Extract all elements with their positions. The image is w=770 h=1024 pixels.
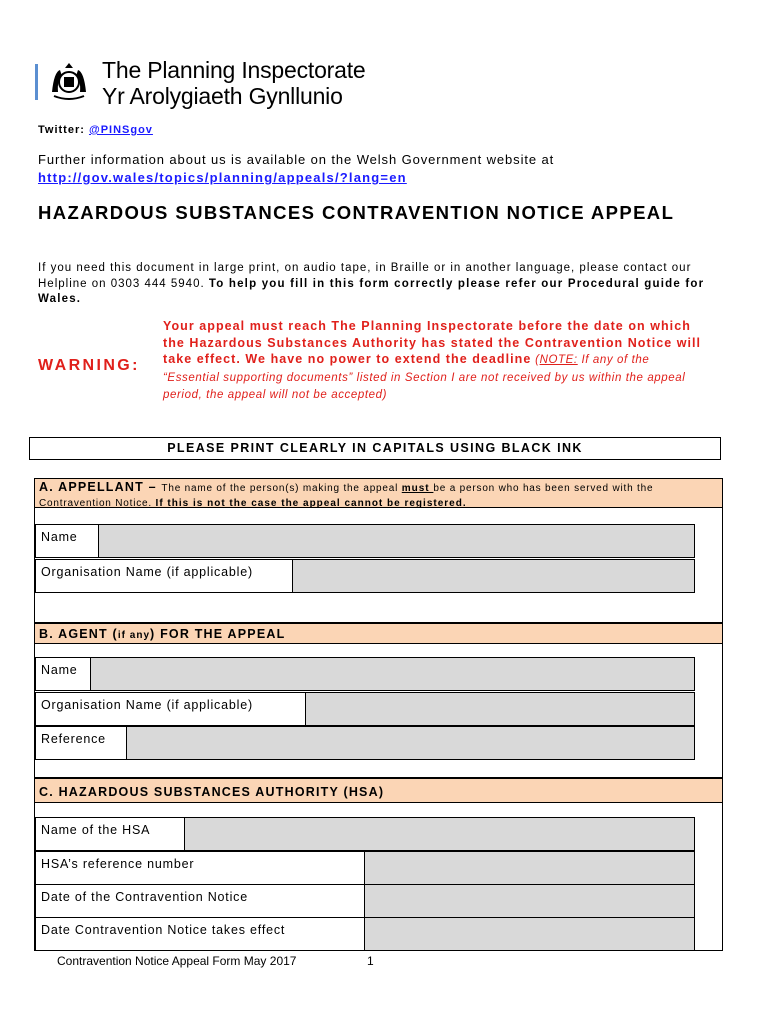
agent-org-row [35, 692, 695, 726]
must-emphasis: must [401, 483, 434, 494]
warning-main: Your appeal must reach The Planning Inspectorate before the date on which the Hazardous Substances Authority has stated the Contravention Notice will take effect. We have no power to extend the deadline [163, 319, 702, 366]
warning-note-text: If any of the “Essential supporting documents” listed in Section I are not received by us within the appeal period, the appeal will not be accepted) [163, 354, 686, 401]
hsa-reference-label: HSA’s reference number [41, 857, 195, 871]
section-b-title-start: B. AGENT ( [39, 627, 118, 641]
welsh-government-link[interactable]: http://gov.wales/topics/planning/appeals/?lang=en [38, 170, 407, 185]
hsa-reference-row [35, 851, 695, 885]
warning-label: WARNING: [38, 357, 140, 374]
twitter-line [38, 124, 153, 136]
agent-reference-input[interactable] [126, 726, 695, 760]
warning-text [163, 318, 703, 404]
agent-reference-row [35, 726, 695, 760]
website-link-line [38, 170, 407, 185]
further-info-text: Further information about us is available on the Welsh Government website at [38, 152, 555, 167]
agent-name-label: Name [41, 663, 78, 677]
intro-text [38, 261, 728, 308]
intro-plain: If you need this document in large print, on audio tape, in Braille or in another language, please contact our Helpline on 0303 444 5940. [38, 262, 692, 290]
page-number: 1 [367, 954, 374, 968]
appellant-org-input[interactable] [292, 559, 695, 593]
agent-org-input[interactable] [305, 692, 695, 726]
agent-name-input[interactable] [90, 657, 695, 691]
section-a-header: A. APPELLANT – The name of the person(s) making the appeal must be a person who has been served with the Contravention Notice. If this is not the case the appeal cannot be registered. [35, 479, 722, 508]
registration-warning: If this is not the case the appeal cannot be registered. [155, 498, 467, 509]
hsa-reference-input[interactable] [364, 851, 695, 885]
print-instructions: PLEASE PRINT CLEARLY IN CAPITALS USING BLACK INK [29, 437, 721, 460]
warning-note-label: NOTE: [539, 354, 578, 366]
hsa-name-row [35, 817, 695, 851]
agent-name-row [35, 657, 695, 691]
notice-date-row [35, 884, 695, 918]
appellant-name-label: Name [41, 530, 78, 544]
footer-form-name: Contravention Notice Appeal Form May 2017 [57, 954, 297, 968]
twitter-label: Twitter: [38, 124, 89, 136]
agent-org-label: Organisation Name (if applicable) [41, 698, 253, 712]
hsa-name-input[interactable] [184, 817, 695, 851]
effect-date-label: Date Contravention Notice takes effect [41, 923, 286, 937]
appellant-name-input[interactable] [98, 524, 695, 558]
notice-date-label: Date of the Contravention Notice [41, 890, 248, 904]
appellant-name-row [35, 524, 695, 558]
notice-date-input[interactable] [364, 884, 695, 918]
logo-divider [35, 64, 38, 100]
section-c-header [35, 779, 722, 803]
section-c-title: C. HAZARDOUS SUBSTANCES AUTHORITY (HSA) [39, 785, 385, 799]
warning-note: (NOTE: If any of the “Essential supporting documents” listed in Section I are not received by us within the appeal period, the appeal will not be accepted) [163, 354, 686, 401]
section-b-header: B. AGENT (if any) FOR THE APPEAL [35, 624, 722, 644]
page-title: HAZARDOUS SUBSTANCES CONTRAVENTION NOTICE APPEAL [38, 202, 675, 223]
appellant-org-row [35, 559, 695, 593]
section-a-title: A. APPELLANT – [39, 480, 162, 494]
effect-date-input[interactable] [364, 917, 695, 951]
org-name-english: The Planning Inspectorate [102, 57, 366, 83]
effect-date-row [35, 917, 695, 951]
appellant-org-label: Organisation Name (if applicable) [41, 565, 253, 579]
royal-crest-icon [48, 62, 90, 102]
hsa-name-label: Name of the HSA [41, 823, 151, 837]
intro-bold: To help you fill in this form correctly please refer our Procedural guide for Wales. [38, 277, 705, 305]
org-name-welsh: Yr Arolygiaeth Gynllunio [102, 83, 343, 109]
agent-reference-label: Reference [41, 732, 106, 746]
twitter-link[interactable]: @PINSgov [88, 124, 153, 136]
